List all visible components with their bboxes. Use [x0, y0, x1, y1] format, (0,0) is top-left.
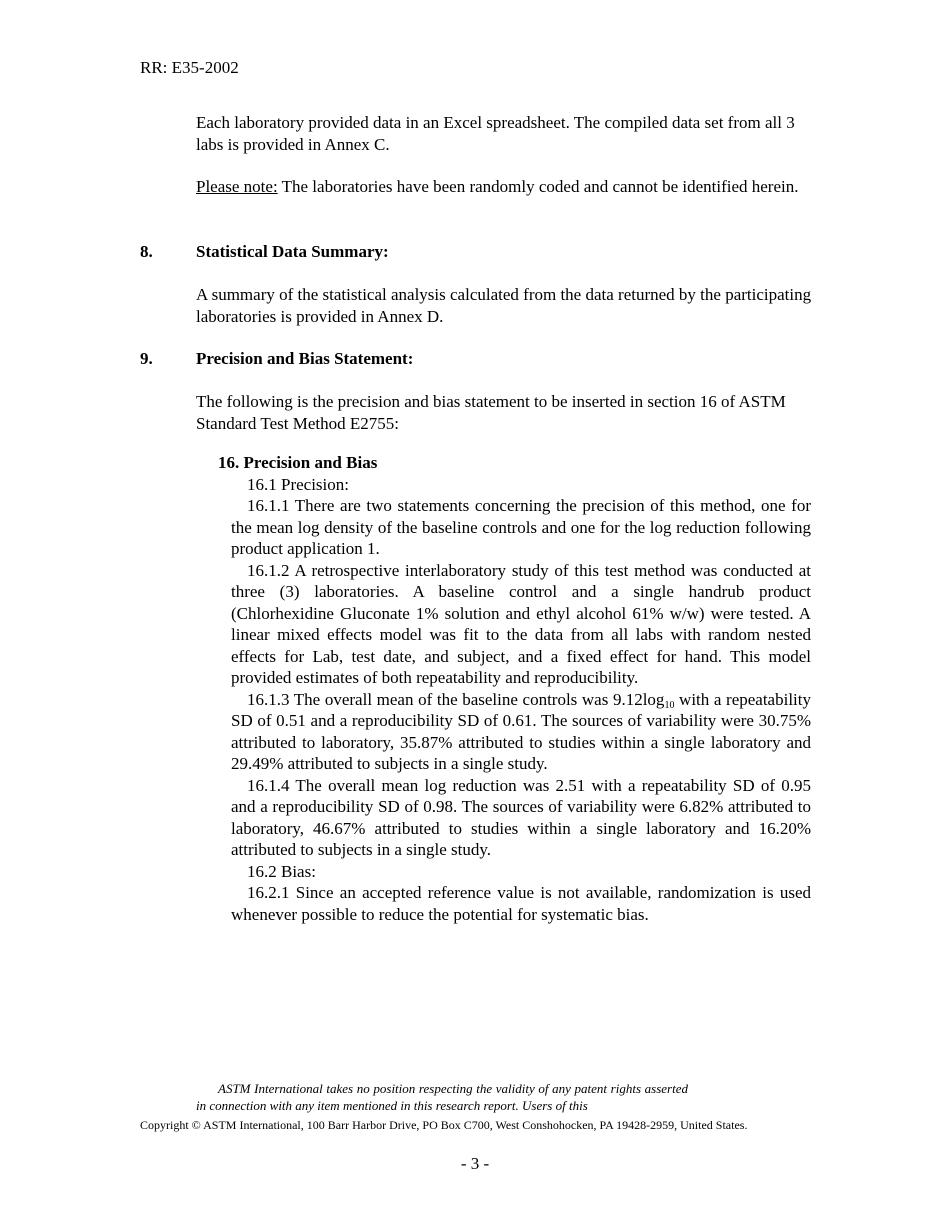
- note-label: Please note:: [196, 177, 278, 196]
- precision-subheading: 16.1 Precision:: [247, 474, 349, 494]
- note-text: The laboratories have been randomly coded and cannot be identified herein.: [277, 177, 799, 196]
- paragraph-16-1-4: 16.1.4 The overall mean log reduction was 2.51 with a repeatability SD of 0.95 and a reproducibility SD of 0.98. The sources of variability were 6.82% attributed to laboratory, 46.67% attributed to studies within a single laboratory and 16.20% attributed to subjects in a single study.: [231, 775, 811, 859]
- bias-subheading: 16.2 Bias:: [247, 861, 316, 881]
- log-subscript: 10: [664, 699, 675, 711]
- precision-bias-statement: [218, 452, 811, 925]
- report-id-header: RR: E35-2002: [140, 58, 239, 77]
- section-8-number: 8.: [140, 242, 153, 261]
- paragraph-16-1-2: 16.1.2 A retrospective interlaboratory study of this test method was conducted at three (3) laboratories. A baseline control and a single handrub product (Chlorhexidine Gluconate 1% solution and ethyl alcohol 61% w/w) were tested. A linear mixed effects model was fit to the data from all labs with random nested effects for Lab, test date, and subject, and a fixed effect for hand. This model provided estimates of both repeatability and reproducibility.: [231, 560, 811, 687]
- statement-heading: 16. Precision and Bias: [218, 453, 378, 472]
- paragraph-16-1-3-start: 16.1.3 The overall mean of the baseline controls was 9.12log: [247, 689, 665, 709]
- page-number: - 3 -: [460, 1154, 490, 1173]
- section-9-title: Precision and Bias Statement:: [196, 349, 414, 368]
- section-8-title: Statistical Data Summary:: [196, 242, 389, 261]
- section-9-body: The following is the precision and bias statement to be inserted in section 16 of ASTM Standard Test Method E2755:: [196, 392, 786, 433]
- paragraph-16-1-1: 16.1.1 There are two statements concerning the precision of this method, one for the mean log density of the baseline controls and one for the log reduction following product application 1.: [231, 496, 811, 558]
- paragraph-16-2-1: 16.2.1 Since an accepted reference value is not available, randomization is used whenever possible to reduce the potential for systematic bias.: [231, 883, 811, 924]
- section-9-number: 9.: [140, 349, 153, 368]
- section-8-body: A summary of the statistical analysis calculated from the data returned by the participating laboratories is provided in Annex D.: [196, 285, 812, 326]
- paragraph-16-1-3: [231, 689, 811, 775]
- paragraph-16-1-3-end: with a repeatability SD of 0.51 and a reproducibility SD of 0.61. The sources of variability were 30.75% attributed to laboratory, 35.87% attributed to studies within a single laboratory and 29.49% attributed to subjects in a single study.: [231, 689, 811, 773]
- note-paragraph: [196, 176, 816, 198]
- intro-paragraph: Each laboratory provided data in an Excel spreadsheet. The compiled data set from all 3 labs is provided in Annex C.: [196, 113, 795, 154]
- patent-disclaimer: ASTM International takes no position respecting the validity of any patent rights asserted in connection with any item mentioned in this research report. Users of this: [196, 1081, 688, 1113]
- copyright-line: Copyright © ASTM International, 100 Barr Harbor Drive, PO Box C700, West Conshohocken, PA 19428-2959, United States.: [140, 1118, 748, 1132]
